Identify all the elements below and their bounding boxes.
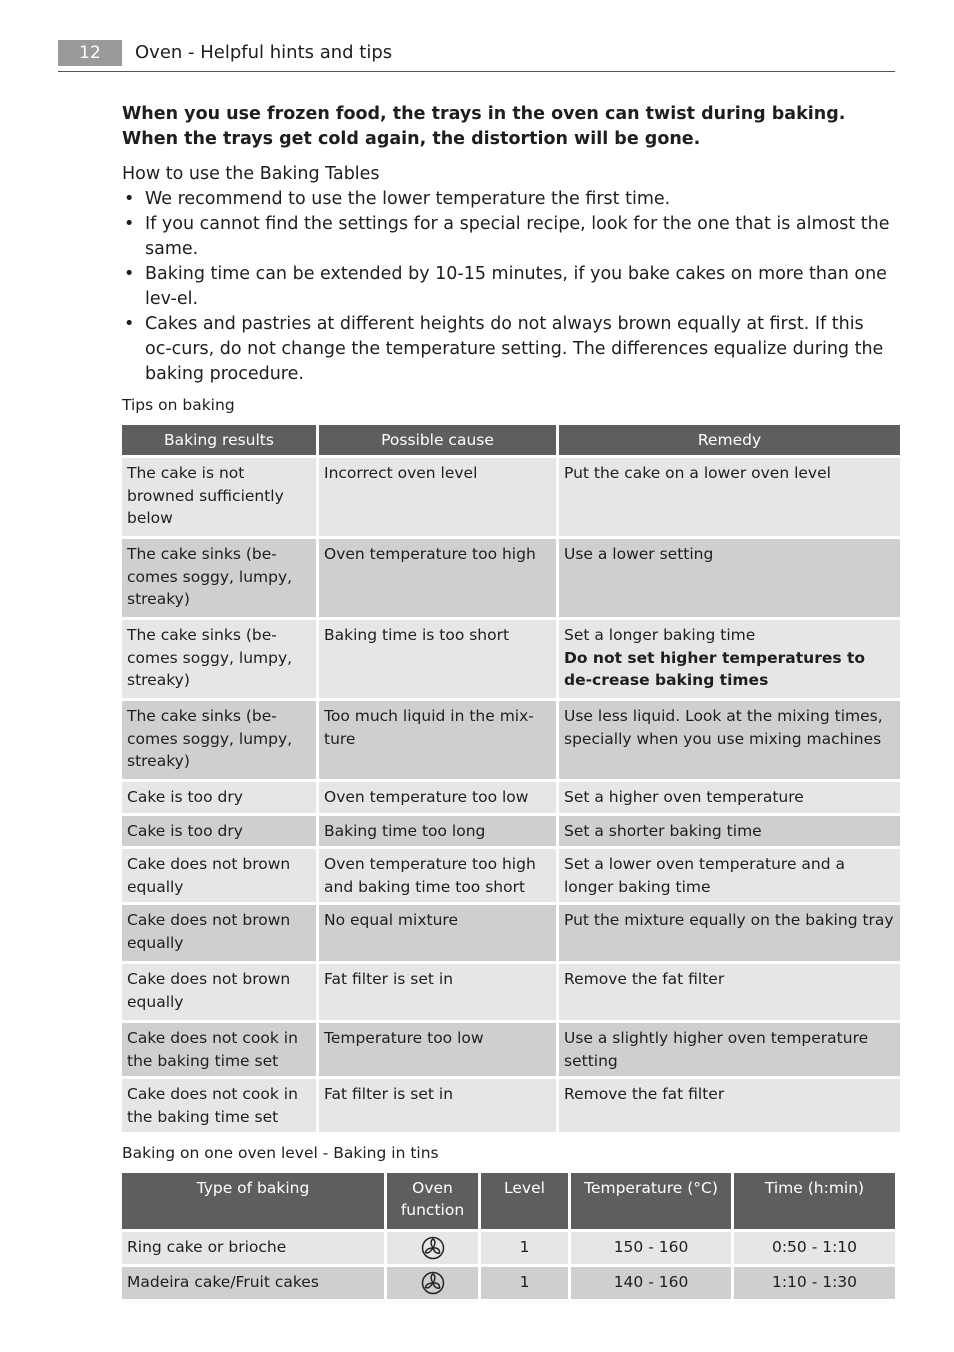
- remedy-text: Use less liquid. Look at the mixing times, specially when you use mixing machines: [564, 707, 883, 748]
- table-row: [122, 964, 900, 1020]
- list-item: • We recommend to use the lower temperature the first time.: [122, 187, 894, 212]
- table-cell: Cake does not cook in the baking time set: [122, 1023, 316, 1076]
- column-header: Possible cause: [319, 425, 556, 455]
- remedy-text: Use a slightly higher oven temperature setting: [564, 1029, 869, 1070]
- table-cell: 1: [481, 1267, 568, 1299]
- column-header: Temperature (°C): [571, 1173, 731, 1229]
- table-cell: The cake is not browned sufficiently below: [122, 458, 316, 536]
- table-cell: [387, 1232, 478, 1264]
- tips-table: [119, 422, 903, 1135]
- table-row: [122, 1232, 895, 1264]
- table-row: [122, 1023, 900, 1076]
- column-header: Time (h:min): [734, 1173, 895, 1229]
- table-cell: 150 - 160: [571, 1232, 731, 1264]
- table-cell: [559, 905, 900, 961]
- table-row: [122, 539, 900, 617]
- remedy-text: Remove the fat filter: [564, 1085, 725, 1103]
- list-item: • Cakes and pastries at different heights do not always brown equally at first. If this oc-curs, do not change the temperature setting. The differences equalize during the baking procedure.: [122, 312, 894, 387]
- table-cell: Too much liquid in the mix-ture: [319, 701, 556, 779]
- remedy-text: Put the cake on a lower oven level: [564, 464, 831, 482]
- table-cell: Temperature too low: [319, 1023, 556, 1076]
- remedy-text: Set a shorter baking time: [564, 821, 762, 840]
- table-cell: No equal mixture: [319, 905, 556, 961]
- table-cell: [559, 458, 900, 536]
- table-cell: Cake is too dry: [122, 816, 316, 847]
- table-cell: Cake does not cook in the baking time set: [122, 1079, 316, 1132]
- column-header: Oven function: [387, 1173, 478, 1229]
- remedy-text: Set a lower oven temperature and a longer baking time: [564, 855, 845, 896]
- howto-list: [122, 187, 894, 387]
- table-cell: Ring cake or brioche: [122, 1232, 384, 1264]
- remedy-text: Set a higher oven temperature: [564, 788, 804, 806]
- table-row: [122, 620, 900, 698]
- table-cell: Oven temperature too low: [319, 782, 556, 813]
- table-cell: Cake does not brown equally: [122, 905, 316, 961]
- table-row: [122, 849, 900, 902]
- table-row: [122, 782, 900, 813]
- frozen-food-warning: When you use frozen food, the trays in the oven can twist during baking. When the trays get cold again, the distortion will be gone.: [122, 104, 846, 149]
- table-cell: [559, 849, 900, 902]
- column-header: Remedy: [559, 425, 900, 455]
- table-cell: [559, 620, 900, 698]
- table-cell: [559, 539, 900, 617]
- table-cell: 0:50 - 1:10: [734, 1232, 895, 1264]
- table-cell: [559, 782, 900, 813]
- remedy-text: Put the mixture equally on the baking tray: [564, 911, 894, 929]
- table-cell: [559, 964, 900, 1020]
- column-header: Level: [481, 1173, 568, 1229]
- remedy-text: Set a longer baking time: [564, 626, 756, 644]
- table-cell: The cake sinks (be-comes soggy, lumpy, streaky): [122, 701, 316, 779]
- table-cell: [559, 701, 900, 779]
- table-row: [122, 905, 900, 961]
- table-cell: Fat filter is set in: [319, 964, 556, 1020]
- fan-heat-icon: [421, 1236, 445, 1260]
- column-header: Baking results: [122, 425, 316, 455]
- tins-table: [119, 1170, 898, 1302]
- list-item: • If you cannot find the settings for a special recipe, look for the one that is almost the same.: [122, 212, 894, 262]
- list-item: • Baking time can be extended by 10-15 minutes, if you bake cakes on more than one lev-el.: [122, 262, 894, 312]
- page-header: [58, 40, 895, 72]
- table-cell: Cake does not brown equally: [122, 849, 316, 902]
- table-cell: Oven temperature too high and baking time too short: [319, 849, 556, 902]
- table-row: [122, 458, 900, 536]
- table-cell: [559, 816, 900, 847]
- table-cell: Cake does not brown equally: [122, 964, 316, 1020]
- column-header: Type of baking: [122, 1173, 384, 1229]
- table-cell: 1: [481, 1232, 568, 1264]
- table-row: [122, 1267, 895, 1299]
- remedy-text: Remove the fat filter: [564, 970, 725, 988]
- table-cell: Fat filter is set in: [319, 1079, 556, 1132]
- table-cell: 1:10 - 1:30: [734, 1267, 895, 1299]
- table-cell: Cake is too dry: [122, 782, 316, 813]
- table-cell: Madeira cake/Fruit cakes: [122, 1267, 384, 1299]
- howto-title: How to use the Baking Tables: [122, 164, 380, 184]
- table-cell: The cake sinks (be-comes soggy, lumpy, streaky): [122, 620, 316, 698]
- table-cell: [387, 1267, 478, 1299]
- table-cell: Baking time is too short: [319, 620, 556, 698]
- table-cell: [559, 1079, 900, 1132]
- section-title: Oven - Helpful hints and tips: [135, 42, 393, 63]
- table-row: [122, 701, 900, 779]
- remedy-text: Use a lower setting: [564, 545, 714, 563]
- table-row: [122, 1079, 900, 1132]
- table-row: [122, 816, 900, 847]
- page-content: [122, 102, 894, 1302]
- table-cell: Incorrect oven level: [319, 458, 556, 536]
- tins-caption: Baking on one oven level - Baking in tins: [122, 1144, 439, 1162]
- fan-heat-icon: [421, 1271, 445, 1295]
- table-cell: [559, 1023, 900, 1076]
- page-number: 12: [58, 40, 122, 66]
- table-cell: 140 - 160: [571, 1267, 731, 1299]
- remedy-warning: Do not set higher temperatures to de-crease baking times: [564, 648, 866, 689]
- table-cell: Baking time too long: [319, 816, 556, 847]
- table-cell: The cake sinks (be-comes soggy, lumpy, streaky): [122, 539, 316, 617]
- table-cell: Oven temperature too high: [319, 539, 556, 617]
- tips-caption: Tips on baking: [122, 396, 235, 414]
